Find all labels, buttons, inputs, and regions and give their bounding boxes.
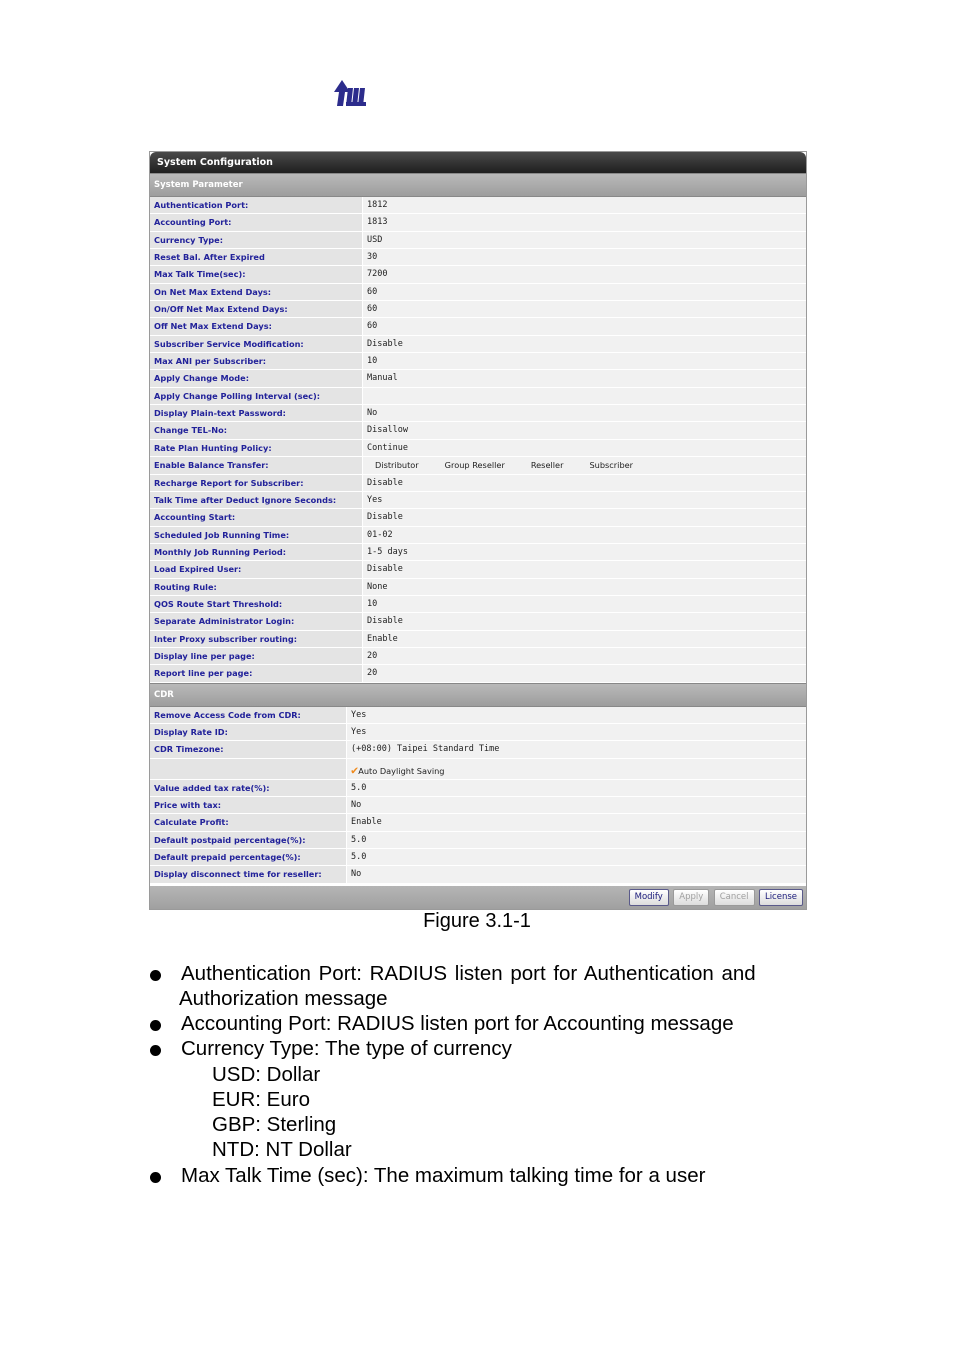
row-label: Authentication Port: <box>150 197 363 213</box>
row-value: No <box>347 866 806 882</box>
row-value: 60 <box>363 318 806 334</box>
license-button[interactable]: License <box>759 889 803 906</box>
currency-item: EUR: Euro <box>212 1088 310 1111</box>
table-row <box>150 665 806 682</box>
row-value: 01-02 <box>363 527 806 543</box>
row-label: Routing Rule: <box>150 579 363 595</box>
daylight-saving-cell <box>347 759 806 779</box>
row-label: Reset Bal. After Expired <box>150 249 363 265</box>
option-distributor[interactable]: Distributor <box>375 460 419 471</box>
row-value: Enable <box>347 814 806 830</box>
row-value: 20 <box>363 665 806 681</box>
checkmark-icon[interactable]: ✔ <box>351 762 359 777</box>
row-label: Change TEL-No: <box>150 422 363 438</box>
table-row <box>150 527 806 544</box>
daylight-saving-label: Auto Daylight Saving <box>358 765 445 776</box>
row-value <box>363 388 806 404</box>
bullet-text: Accounting Port: RADIUS listen port for Accounting message <box>181 1012 734 1035</box>
row-value: Disable <box>363 475 806 491</box>
row-value: No <box>347 797 806 813</box>
table-row <box>150 492 806 509</box>
row-label: Display Plain-text Password: <box>150 405 363 421</box>
row-value: Disable <box>363 336 806 352</box>
table-row <box>150 266 806 283</box>
row-label: Display disconnect time for reseller: <box>150 866 347 882</box>
row-label: Calculate Profit: <box>150 814 347 830</box>
row-label: Remove Access Code from CDR: <box>150 707 347 723</box>
table-row <box>150 741 806 758</box>
table-row <box>150 596 806 613</box>
table-row <box>150 724 806 741</box>
option-subscriber[interactable]: Subscriber <box>589 460 634 471</box>
currency-item: GBP: Sterling <box>212 1113 337 1136</box>
bullet-dot-icon <box>150 970 161 981</box>
row-value: 5.0 <box>347 780 806 796</box>
row-value: 7200 <box>363 266 806 282</box>
row-value: Manual <box>363 370 806 386</box>
bullet-text-continued: Authorization message <box>179 987 388 1010</box>
row-label: Display line per page: <box>150 648 363 664</box>
currency-item: NTD: NT Dollar <box>212 1138 352 1161</box>
figure-caption: Figure 3.1-1 <box>423 910 531 932</box>
table-row <box>150 370 806 387</box>
bullet-text: Authentication Port: RADIUS listen port for Authentication and <box>181 962 756 985</box>
row-label: Max Talk Time(sec): <box>150 266 363 282</box>
row-label: Monthly Job Running Period: <box>150 544 363 560</box>
row-label: Default prepaid percentage(%): <box>150 849 347 865</box>
table-row <box>150 475 806 492</box>
table-row <box>150 197 806 214</box>
row-label: Scheduled Job Running Time: <box>150 527 363 543</box>
row-label: CDR Timezone: <box>150 741 347 757</box>
table-row <box>150 759 806 780</box>
row-value: Enable <box>363 631 806 647</box>
option-group-reseller[interactable]: Group Reseller <box>444 460 505 471</box>
table-row <box>150 457 806 474</box>
table-row <box>150 631 806 648</box>
row-label: Price with tax: <box>150 797 347 813</box>
row-value: Yes <box>347 707 806 723</box>
table-row <box>150 579 806 596</box>
table-row <box>150 866 806 883</box>
system-parameter-header: System Parameter <box>150 173 806 197</box>
table-row <box>150 318 806 335</box>
row-value: None <box>363 579 806 595</box>
company-logo-icon <box>332 78 368 108</box>
row-label: Talk Time after Deduct Ignore Seconds: <box>150 492 363 508</box>
table-row <box>150 388 806 405</box>
row-label: Enable Balance Transfer: <box>150 457 363 473</box>
table-row <box>150 544 806 561</box>
bullet-dot-icon <box>150 1020 161 1031</box>
table-row <box>150 814 806 831</box>
row-label: Inter Proxy subscriber routing: <box>150 631 363 647</box>
table-row <box>150 405 806 422</box>
row-label: Default postpaid percentage(%): <box>150 832 347 848</box>
row-label: On/Off Net Max Extend Days: <box>150 301 363 317</box>
row-value: Disable <box>363 509 806 525</box>
row-label: Apply Change Polling Interval (sec): <box>150 388 363 404</box>
row-label: Max ANI per Subscriber: <box>150 353 363 369</box>
row-value: Continue <box>363 440 806 456</box>
table-row <box>150 613 806 630</box>
option-reseller[interactable]: Reseller <box>530 460 564 471</box>
row-label: Display Rate ID: <box>150 724 347 740</box>
row-value: 1-5 days <box>363 544 806 560</box>
row-label: Rate Plan Hunting Policy: <box>150 440 363 456</box>
row-value: Yes <box>363 492 806 508</box>
row-label: Recharge Report for Subscriber: <box>150 475 363 491</box>
row-label: Accounting Start: <box>150 509 363 525</box>
panel-title: System Configuration <box>150 152 806 173</box>
row-label: Accounting Port: <box>150 214 363 230</box>
table-row <box>150 249 806 266</box>
row-label: QOS Route Start Threshold: <box>150 596 363 612</box>
table-row <box>150 214 806 231</box>
table-row <box>150 707 806 724</box>
row-value: 5.0 <box>347 849 806 865</box>
row-value: 10 <box>363 353 806 369</box>
table-row <box>150 301 806 318</box>
row-value: 60 <box>363 301 806 317</box>
currency-item: USD: Dollar <box>212 1063 321 1086</box>
bullet-text: Max Talk Time (sec): The maximum talking time for a user <box>181 1164 706 1187</box>
cdr-header: CDR <box>150 683 806 707</box>
row-value: 1812 <box>363 197 806 213</box>
row-label: Separate Administrator Login: <box>150 613 363 629</box>
row-value: Disallow <box>363 422 806 438</box>
bullet-dot-icon <box>150 1045 161 1056</box>
row-label: Currency Type: <box>150 232 363 248</box>
row-value: 20 <box>363 648 806 664</box>
row-value: USD <box>363 232 806 248</box>
button-bar <box>150 886 806 909</box>
table-row <box>150 336 806 353</box>
row-label: Load Expired User: <box>150 561 363 577</box>
table-row <box>150 232 806 249</box>
row-label: Value added tax rate(%): <box>150 780 347 796</box>
table-row <box>150 422 806 439</box>
apply-button[interactable]: Apply <box>673 889 709 906</box>
system-parameter-table <box>150 197 806 683</box>
table-row <box>150 509 806 526</box>
row-value: (+08:00) Taipei Standard Time <box>347 741 806 757</box>
cancel-button[interactable]: Cancel <box>714 889 755 906</box>
table-row <box>150 440 806 457</box>
row-value: Yes <box>347 724 806 740</box>
table-row <box>150 780 806 797</box>
modify-button[interactable]: Modify <box>629 889 669 906</box>
bullet-dot-icon <box>150 1172 161 1183</box>
row-value: 30 <box>363 249 806 265</box>
row-label: Subscriber Service Modification: <box>150 336 363 352</box>
table-row <box>150 797 806 814</box>
row-label <box>150 759 347 779</box>
row-label: On Net Max Extend Days: <box>150 284 363 300</box>
row-label: Report line per page: <box>150 665 363 681</box>
table-row <box>150 353 806 370</box>
row-value: Disable <box>363 561 806 577</box>
row-value: 10 <box>363 596 806 612</box>
system-configuration-panel <box>149 151 807 910</box>
row-label: Apply Change Mode: <box>150 370 363 386</box>
balance-transfer-options <box>363 457 806 473</box>
row-value: 5.0 <box>347 832 806 848</box>
cdr-table <box>150 707 806 884</box>
row-value: Disable <box>363 613 806 629</box>
row-value: No <box>363 405 806 421</box>
row-value: 60 <box>363 284 806 300</box>
table-row <box>150 849 806 866</box>
row-value: 1813 <box>363 214 806 230</box>
table-row <box>150 561 806 578</box>
table-row <box>150 284 806 301</box>
table-row <box>150 648 806 665</box>
table-row <box>150 832 806 849</box>
row-label: Off Net Max Extend Days: <box>150 318 363 334</box>
bullet-text: Currency Type: The type of currency <box>181 1037 512 1060</box>
